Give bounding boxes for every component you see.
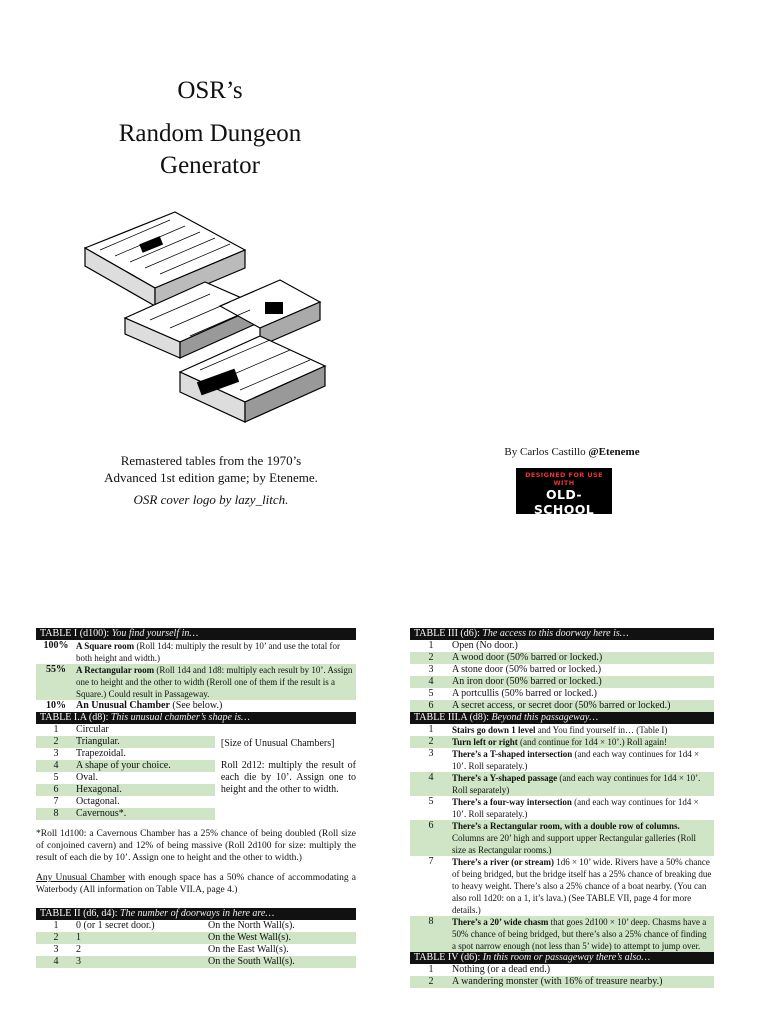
table-row: 1 0 (or 1 secret door.) On the North Wall(s). [53, 920, 295, 931]
left-column [36, 628, 356, 968]
right-column [410, 628, 714, 988]
dungeon-isometric-illustration [80, 210, 330, 430]
table-row: 7 There’s a river (or stream) 1d6 × 10’ wide. Rivers have a 50% chance of being bridged, but the bridge itself has a 25% chance of breaking due to heavy weight. There’s also a 25% chance of a boat nearby. (You can also roll 1d20: on a 1, it’s lava.) (See TABLE VII, page 4 for more details.) [428, 856, 712, 915]
table-row: 8 Cavernous*. [36, 808, 215, 820]
table-row: 1 Stairs go down 1 level and You find yourself in… (Table I) [428, 724, 668, 735]
table-row: 5 There’s a four-way intersection (and each way continues for 1d4 × 10’. Roll separately.) [428, 796, 699, 819]
old-school-essentials-logo: DESIGNED FOR USE WITH OLD-SCHOOL ESSENTIALS [516, 468, 612, 514]
cover-subtitle: Remastered tables from the 1970’s Advanced 1st edition game; by Eteneme. OSR cover logo by lazy_litch. [98, 452, 324, 508]
table-row: 1 Circular [53, 724, 109, 735]
page-title: Random Dungeon Generator [118, 120, 302, 179]
table-row: 4 There’s a Y-shaped passage (and each way continues for 1d4 × 10’. Roll separately) [410, 772, 714, 796]
table-row: 55% A Rectangular room (Roll 1d4 and 1d8: multiply each result by 10’. Assign one to height and the other to width (Reroll one of them if the result is a Square.) Could result in Passageway. [36, 664, 356, 700]
table-row: 3 A stone door (50% barred or locked.) [428, 664, 602, 675]
table-row: 2 Turn left or right (and continue for 1d4 × 10’.) Roll again! [410, 736, 714, 748]
table-row: 3 There’s a T-shaped intersection (and each way continues for 1d4 × 10’. Roll separately.) [428, 748, 700, 771]
table-row: 1 Nothing (or a dead end.) [428, 964, 551, 975]
table-row: 4 An iron door (50% barred or locked.) [410, 676, 714, 688]
table-row: 100% A Square room (Roll 1d4: multiply the result by 10’ and use the total for both height and width.) [43, 640, 340, 663]
table-row: 2 A wandering monster (with 16% of treasure nearby.) [410, 976, 714, 988]
cover-title [100, 76, 320, 182]
logo-credit: OSR cover logo by lazy_litch. [133, 492, 289, 507]
table-row: 2 1 On the West Wall(s). [36, 932, 356, 944]
table-row: 3 Trapezoidal. [53, 748, 126, 759]
table-row: 5 Oval. [53, 772, 98, 783]
cavernous-note: *Roll 1d100: a Cavernous Chamber has a 25% chance of being doubled (Roll size of conjoined cavern) and 12% of being massive (Roll 2d100 for size: multiply the result of each die by 10’. Assign one to height and the other to width.) [36, 829, 356, 863]
waterbody-note: Any Unusual Chamber with enough space has a 50% chance of accommodating a Waterbody (All information on Table VII.A, page 4.) [36, 873, 356, 895]
table-row: 6 There’s a Rectangular room, with a double row of columns. Columns are 20’ high and support upper Rectangular galleries (Roll size as Rectangular rooms.) [410, 820, 714, 856]
table1a-body [36, 724, 356, 820]
unusual-size-note: [Size of Unusual Chambers] Roll 2d12: multiply the result of each die by 10’. Assign one to height and the other to width. [220, 738, 356, 795]
table1-header: TABLE I (d100): You find yourself in… [36, 628, 356, 640]
table-row: 1 Open (No door.) [428, 640, 518, 651]
table-row: 4 3 On the South Wall(s). [36, 956, 356, 968]
table-row: 2 Triangular. [36, 736, 215, 748]
table-row: 5 A portcullis (50% barred or locked.) [428, 688, 597, 699]
table-row: 10% An Unusual Chamber (See below.) [46, 700, 223, 711]
table2-header: TABLE II (d6, d4): The number of doorways in here are… [36, 908, 356, 920]
author-byline: By Carlos Castillo @Eteneme [504, 446, 640, 458]
table3-header: TABLE III (d6): The access to this doorway here is… [410, 628, 714, 640]
table1a-header: TABLE I.A (d8): This unusual chamber’s shape is… [36, 712, 356, 724]
table-row: 2 A wood door (50% barred or locked.) [410, 652, 714, 664]
table-row: 6 Hexagonal. [36, 784, 215, 796]
pre-title: OSR’s [177, 77, 243, 104]
table4-header: TABLE IV (d6): In this room or passageway there’s also… [410, 952, 714, 964]
table-row: 3 2 On the East Wall(s). [53, 944, 289, 955]
table-row: 7 Octagonal. [53, 796, 120, 807]
table3a-header: TABLE III.A (d8): Beyond this passageway… [410, 712, 714, 724]
table-row: 6 A secret access, or secret door (50% barred or locked.) [410, 700, 714, 712]
table-row: 4 A shape of your choice. [36, 760, 215, 772]
table-row: 8 There’s a 20’ wide chasm that goes 2d100 × 10’ deep. Chasms have a 50% chance of being bridged, but there’s also a 25% chance of finding a spot narrow enough (not less than 5’ wide) to attempt to jump over. [410, 916, 714, 952]
